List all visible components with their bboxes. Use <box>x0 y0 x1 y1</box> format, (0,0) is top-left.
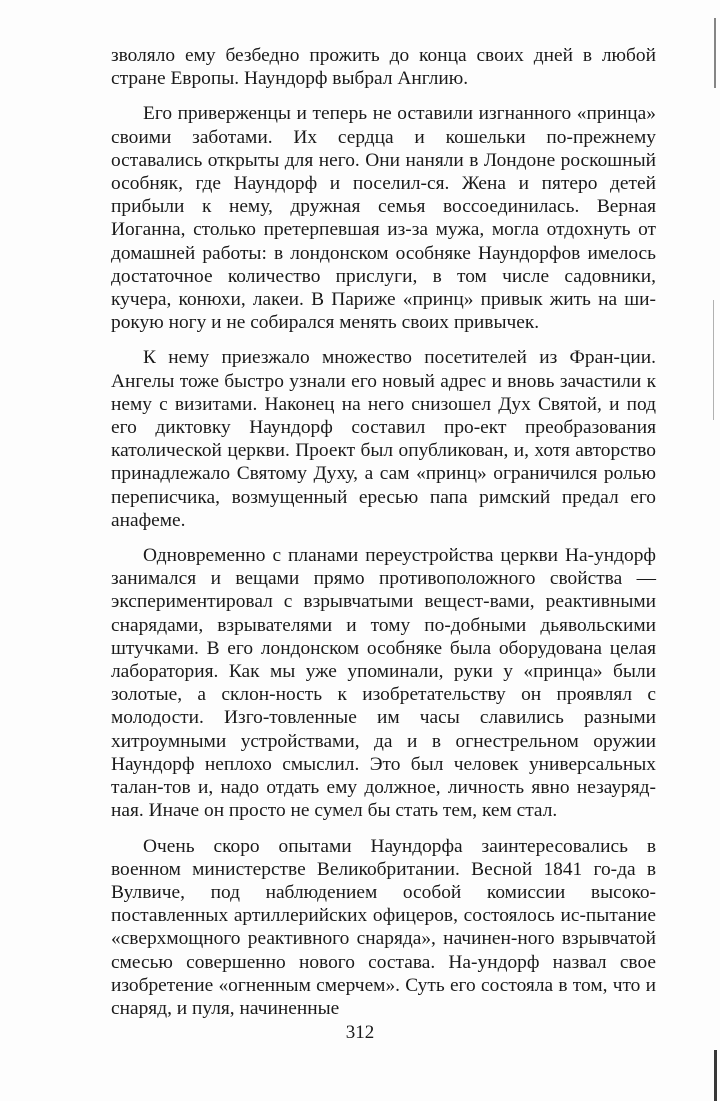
scan-edge-mark <box>714 18 716 88</box>
scan-edge-mark <box>713 300 714 420</box>
paragraph: Очень скоро опытами Наундорфа заинтересовались в военном министерстве Великобритании. Весной 1841 го-да в Вулвиче, под наблюдением особой комиссии высоко-поставленных артиллерийских офицеров, состоялось ис-пытание «сверхмощного реактивного снаряда», начинен-ного взрывчатой смесью совершенно нового состава. На-ундорф назвал свое изобретение «огненным смерчем». Суть его состояла в том, что и снаряд, и пуля, начиненные <box>111 835 656 1019</box>
paragraph-continuation: зволяло ему безбедно прожить до конца своих дней в любой стране Европы. Наундорф выбрал Англию. <box>111 45 656 90</box>
body-text <box>111 44 656 1020</box>
paragraph: Одновременно с планами переустройства церкви На-ундорф занимался и вещами прямо противоположного свойства — экспериментировал с взрывчатыми вещест-вами, реактивными снарядами, взрывателями и тому по-добными дьявольскими штучками. В его лондонском особняке была оборудована целая лаборатория. Как мы уже упоминали, руки у «принца» были золотые, а склон-ность к изобретательству он проявлял с молодости. Изго-товленные им часы славились разными хитроумными устройствами, да и в огнестрельном оружии Наундорф неплохо смыслил. Это был человек универсальных талан-тов и, надо отдать ему должное, личность явно незауряд-ная. Иначе он просто не сумел бы стать тем, кем стал. <box>111 545 656 822</box>
paragraph: К нему приезжало множество посетителей из Фран-ции. Ангелы тоже быстро узнали его новый адрес и вновь зачастили к нему с визитами. Наконец на него снизошел Дух Святой, и под его диктовку Наундорф составил про-ект преобразования католической церкви. Проект был опубликован, и, хотя авторство принадлежало Святому Духу, а сам «принц» ограничился ролью переписчика, возмущенный ересью папа римский предал его анафеме. <box>111 347 656 531</box>
paragraph: Его приверженцы и теперь не оставили изгнанного «принца» своими заботами. Их сердца и кошельки по-прежнему оставались открыты для него. Они наняли в Лондоне роскошный особняк, где Наундорф и поселил-ся. Жена и пятеро детей прибыли к нему, дружная семья воссоединилась. Верная Иоганна, столько претерпевшая из-за мужа, могла отдохнуть от домашней работы: в лондонском особняке Наундорфов имелось достаточное количество прислуги, в том числе садовники, кучера, конюхи, лакеи. В Париже «принц» привык жить на ши-рокую ногу и не собирался менять своих привычек. <box>111 103 656 334</box>
page-number: 312 <box>345 1022 375 1043</box>
scan-edge-mark <box>714 1050 717 1101</box>
